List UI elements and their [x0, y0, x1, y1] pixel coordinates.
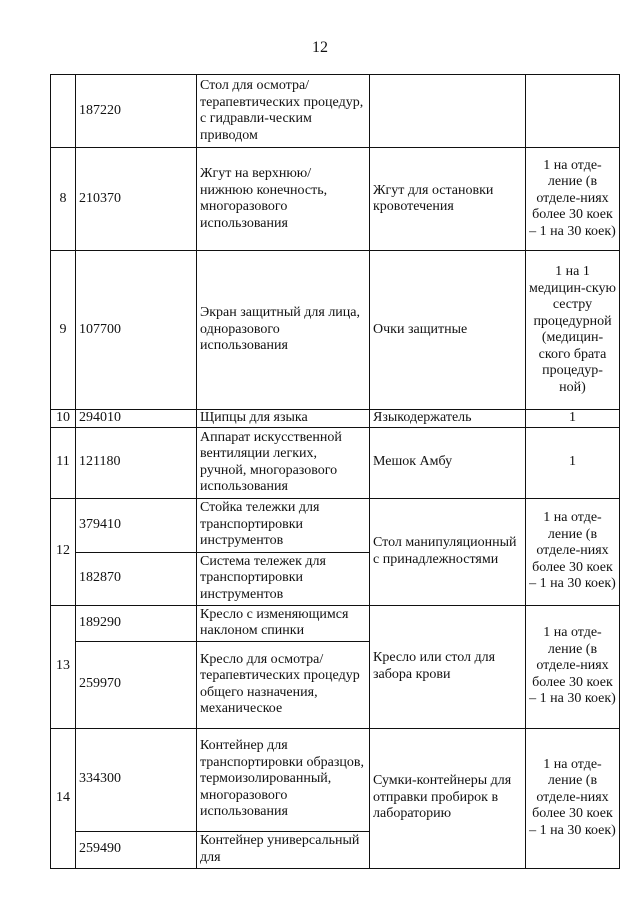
- name-cell: Контейнер для транспортировки образцов, термоизолированный, многоразового использования: [197, 728, 370, 831]
- code-cell: 187220: [76, 75, 197, 148]
- code-cell: 189290: [76, 605, 197, 641]
- equipment-table: [50, 74, 620, 869]
- table-row: [51, 148, 620, 251]
- name-cell: Экран защитный для лица, одноразового использования: [197, 251, 370, 410]
- substitute-cell: Очки защитные: [370, 251, 526, 410]
- row-number: 10: [51, 410, 76, 428]
- quantity-cell: 1 на отде-ление (в отделе-ниях более 30 коек – 1 на 30 коек): [526, 498, 620, 605]
- substitute-cell: Языкодержатель: [370, 410, 526, 428]
- substitute-cell: Кресло или стол для забора крови: [370, 605, 526, 728]
- name-cell: Аппарат искусственной вентиляции легких, ручной, многоразового использования: [197, 427, 370, 498]
- quantity-cell: 1 на 1 медицин-скую сестру процедурной (медицин-ского брата процедур-ной): [526, 251, 620, 410]
- substitute-cell: [370, 75, 526, 148]
- quantity-cell: 1 на отде-ление (в отделе-ниях более 30 коек – 1 на 30 коек): [526, 728, 620, 868]
- quantity-cell: 1: [526, 427, 620, 498]
- name-cell: Система тележек для транспортировки инструментов: [197, 552, 370, 605]
- row-number: 12: [51, 498, 76, 605]
- code-cell: 294010: [76, 410, 197, 428]
- table-row: [51, 498, 620, 552]
- substitute-cell: Стол манипуляционный с принадлежностями: [370, 498, 526, 605]
- quantity-cell: [526, 75, 620, 148]
- code-cell: 121180: [76, 427, 197, 498]
- name-cell: Кресло с изменяющимся наклоном спинки: [197, 605, 370, 641]
- page-number: 12: [312, 39, 328, 56]
- table-row: [51, 427, 620, 498]
- code-cell: 334300: [76, 728, 197, 831]
- name-cell: Контейнер универсальный для: [197, 831, 370, 868]
- substitute-cell: Жгут для остановки кровотечения: [370, 148, 526, 251]
- row-number: 13: [51, 605, 76, 728]
- table-row: [51, 75, 620, 148]
- name-cell: Щипцы для языка: [197, 410, 370, 428]
- row-number: 9: [51, 251, 76, 410]
- quantity-cell: 1: [526, 410, 620, 428]
- table-row: [51, 251, 620, 410]
- name-cell: Кресло для осмотра/терапевтических процедур общего назначения, механическое: [197, 641, 370, 728]
- code-cell: 259970: [76, 641, 197, 728]
- quantity-cell: 1 на отде-ление (в отделе-ниях более 30 коек – 1 на 30 коек): [526, 148, 620, 251]
- row-number: 14: [51, 728, 76, 868]
- code-cell: 107700: [76, 251, 197, 410]
- table-row: [51, 728, 620, 831]
- substitute-cell: Мешок Амбу: [370, 427, 526, 498]
- code-cell: 259490: [76, 831, 197, 868]
- name-cell: Стол для осмотра/терапевтических процедур, с гидравли-ческим приводом: [197, 75, 370, 148]
- quantity-cell: 1 на отде-ление (в отделе-ниях более 30 коек – 1 на 30 коек): [526, 605, 620, 728]
- table-row: [51, 605, 620, 641]
- row-number: 8: [51, 148, 76, 251]
- row-number: 11: [51, 427, 76, 498]
- table-row: [51, 410, 620, 428]
- code-cell: 379410: [76, 498, 197, 552]
- row-number: [51, 75, 76, 148]
- name-cell: Жгут на верхнюю/ нижнюю конечность, многоразового использования: [197, 148, 370, 251]
- code-cell: 210370: [76, 148, 197, 251]
- substitute-cell: Сумки-контейнеры для отправки пробирок в лабораторию: [370, 728, 526, 868]
- code-cell: 182870: [76, 552, 197, 605]
- name-cell: Стойка тележки для транспортировки инструментов: [197, 498, 370, 552]
